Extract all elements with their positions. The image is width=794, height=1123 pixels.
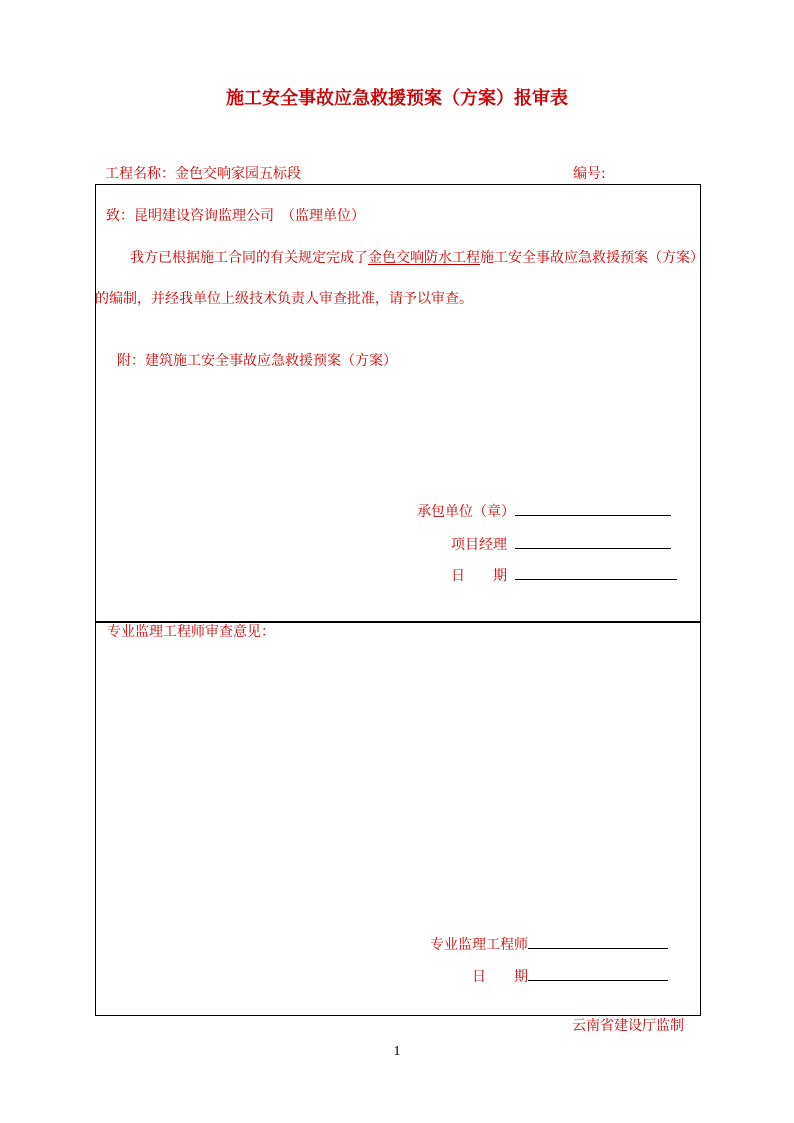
document-title: 施工安全事故应急救援预案（方案）报审表 (226, 88, 568, 109)
date-line-2 (528, 968, 668, 981)
contractor-signature-line (515, 503, 671, 516)
contractor-signature-row (417, 503, 671, 519)
date-line-1 (515, 567, 677, 580)
attachment-line: 附：建筑施工安全事故应急救援预案（方案） (117, 353, 397, 369)
issuer-footer: 云南省建设厅监制 (572, 1018, 684, 1034)
project-manager-label: 项目经理 (451, 537, 507, 553)
review-opinion-label: 专业监理工程师审查意见： (107, 624, 275, 640)
date-row-2 (472, 968, 668, 984)
review-section (95, 621, 701, 1016)
body-line-2: 的编制，并经我单位上级技术负责人审查批准，请予以审查。 (95, 291, 473, 307)
project-name: 工程名称：金色交响家园五标段 (105, 166, 301, 182)
project-manager-row (451, 536, 671, 552)
addressee-line: 致：昆明建设咨询监理公司 （监理单位） (106, 208, 365, 224)
date-row-1 (451, 567, 677, 583)
engineer-label: 专业监理工程师 (430, 937, 528, 953)
date-label-2: 日 期 (472, 969, 528, 985)
date-label-1: 日 期 (451, 568, 507, 584)
body-text-pre: 我方已根据施工合同的有关规定完成了 (130, 250, 368, 266)
body-project-name: 金色交响防水工程 (368, 250, 480, 266)
serial-number-label: 编号: (573, 166, 606, 182)
contractor-label: 承包单位（章） (417, 504, 515, 520)
body-line-1 (130, 251, 704, 265)
engineer-signature-line (528, 936, 668, 949)
page-number: 1 (393, 1044, 401, 1059)
project-manager-signature-line (515, 536, 671, 549)
body-text-post: 施工安全事故应急救援预案（方案） (480, 250, 704, 266)
engineer-signature-row (430, 936, 668, 952)
